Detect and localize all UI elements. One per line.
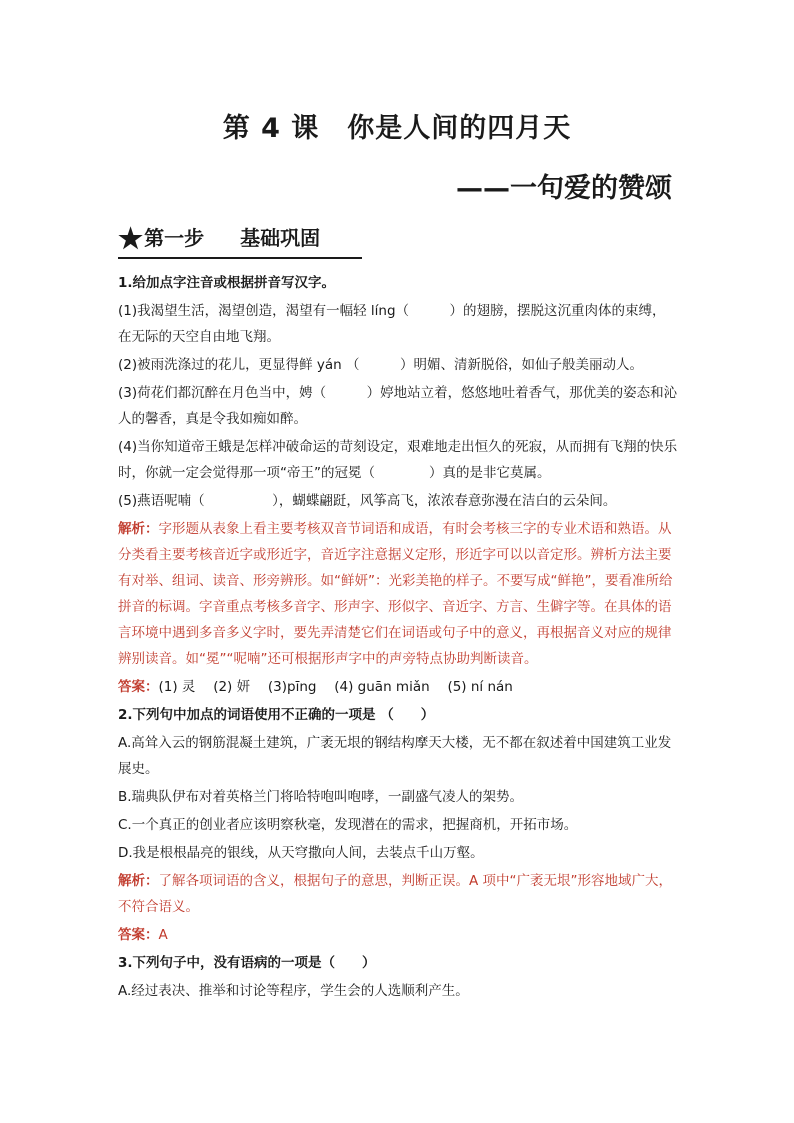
analysis-text: 了解各项词语的含义，根据句子的意思，判断正误。A 项中“广袤无垠”形容地域广大，不符合语义。 bbox=[118, 873, 673, 915]
analysis-label: 解析： bbox=[118, 521, 159, 537]
step-name: 基础巩固 bbox=[240, 226, 321, 250]
question-1-item: (1)我渴望生活，渴望创造，渴望有一幅轻 líng（ ）的翅膀，摆脱这沉重肉体的束缚，在无际的天空自由地飞翔。 bbox=[118, 303, 666, 345]
question-1-item: (5)燕语呢喃（ ），蝴蝶翩跹，风筝高飞，浓浓春意弥漫在洁白的云朵间。 bbox=[118, 493, 617, 509]
answer-label: 答案： bbox=[118, 927, 159, 943]
page-title: 第 4 课 你是人间的四月天 bbox=[222, 113, 572, 144]
question-1-answer bbox=[118, 674, 678, 700]
answer-label: 答案： bbox=[118, 679, 159, 695]
question-1-item: (2)被雨洗涤过的花儿，更显得鲜 yán （ ）明媚、清新脱俗，如仙子般美丽动人。 bbox=[118, 357, 644, 373]
question-2-answer bbox=[118, 922, 678, 948]
question-1-item: (4)当你知道帝王蛾是怎样冲破命运的苛刻设定，艰难地走出恒久的死寂，从而拥有飞翔的快乐时，你就一定会觉得那一项“帝王”的冠冕（ ）真的是非它莫属。 bbox=[118, 439, 678, 481]
analysis-text: 字形题从表象上看主要考核双音节词语和成语，有时会考核三字的专业术语和熟语。从分类看主要考核音近字或形近字，音近字注意据义定形，形近字可以以音定形。辨析方法主要有对举、组词、读音、形旁辨形。如“鲜妍”：光彩美艳的样子。不要写成“鲜艳”，要看准所给拼音的标调。字音重点考核多音字、形声字、形似字、音近字、方言、生僻字等。在具体的语言环境中遇到多音多义字时，要先弄清楚它们在词语或句子中的意义，再根据音义对应的规律辨别读音。如“冕”“呢喃”还可根据形声字中的声旁特点协助判断读音。 bbox=[118, 521, 673, 667]
question-1-analysis bbox=[118, 516, 678, 672]
question-1-item: (3)荷花们都沉醉在月色当中，娉（ ）婷地站立着，悠悠地吐着香气，那优美的姿态和沁人的馨香，真是令我如痴如醉。 bbox=[118, 385, 678, 427]
answer-text: (1) 灵 (2) 妍 (3)pīng (4) guān miǎn (5) ní nán bbox=[158, 679, 513, 695]
exercise-content bbox=[118, 270, 678, 1006]
step-label: 第一步 bbox=[144, 226, 205, 250]
question-2-option: D.我是根根晶亮的银线，从天穹撒向人间，去装点千山万壑。 bbox=[118, 845, 484, 861]
question-2-heading: 2.下列句中加点的词语使用不正确的一项是 （ ） bbox=[118, 707, 435, 723]
answer-text: A bbox=[158, 927, 168, 943]
question-2-option: C.一个真正的创业者应该明察秋毫，发现潜在的需求，把握商机，开拓市场。 bbox=[118, 817, 578, 833]
question-2-option: B.瑞典队伊布对着英格兰门将哈特咆叫咆哮，一副盛气凌人的架势。 bbox=[118, 789, 524, 805]
question-1-heading: 1.给加点字注音或根据拼音写汉字。 bbox=[118, 275, 336, 291]
star-icon: ★ bbox=[118, 222, 144, 255]
page-subtitle: ——一句爱的赞颂 bbox=[456, 173, 672, 204]
section-heading bbox=[118, 222, 362, 259]
question-2-analysis bbox=[118, 868, 678, 920]
question-3-heading: 3.下列句子中，没有语病的一项是（ ） bbox=[118, 955, 376, 971]
question-2-option: A.高耸入云的钢筋混凝土建筑，广袤无垠的钢结构摩天大楼，无不都在叙述着中国建筑工业发展史。 bbox=[118, 735, 672, 777]
question-3-option: A.经过表决、推举和讨论等程序，学生会的人选顺利产生。 bbox=[118, 983, 469, 999]
analysis-label: 解析： bbox=[118, 873, 159, 889]
